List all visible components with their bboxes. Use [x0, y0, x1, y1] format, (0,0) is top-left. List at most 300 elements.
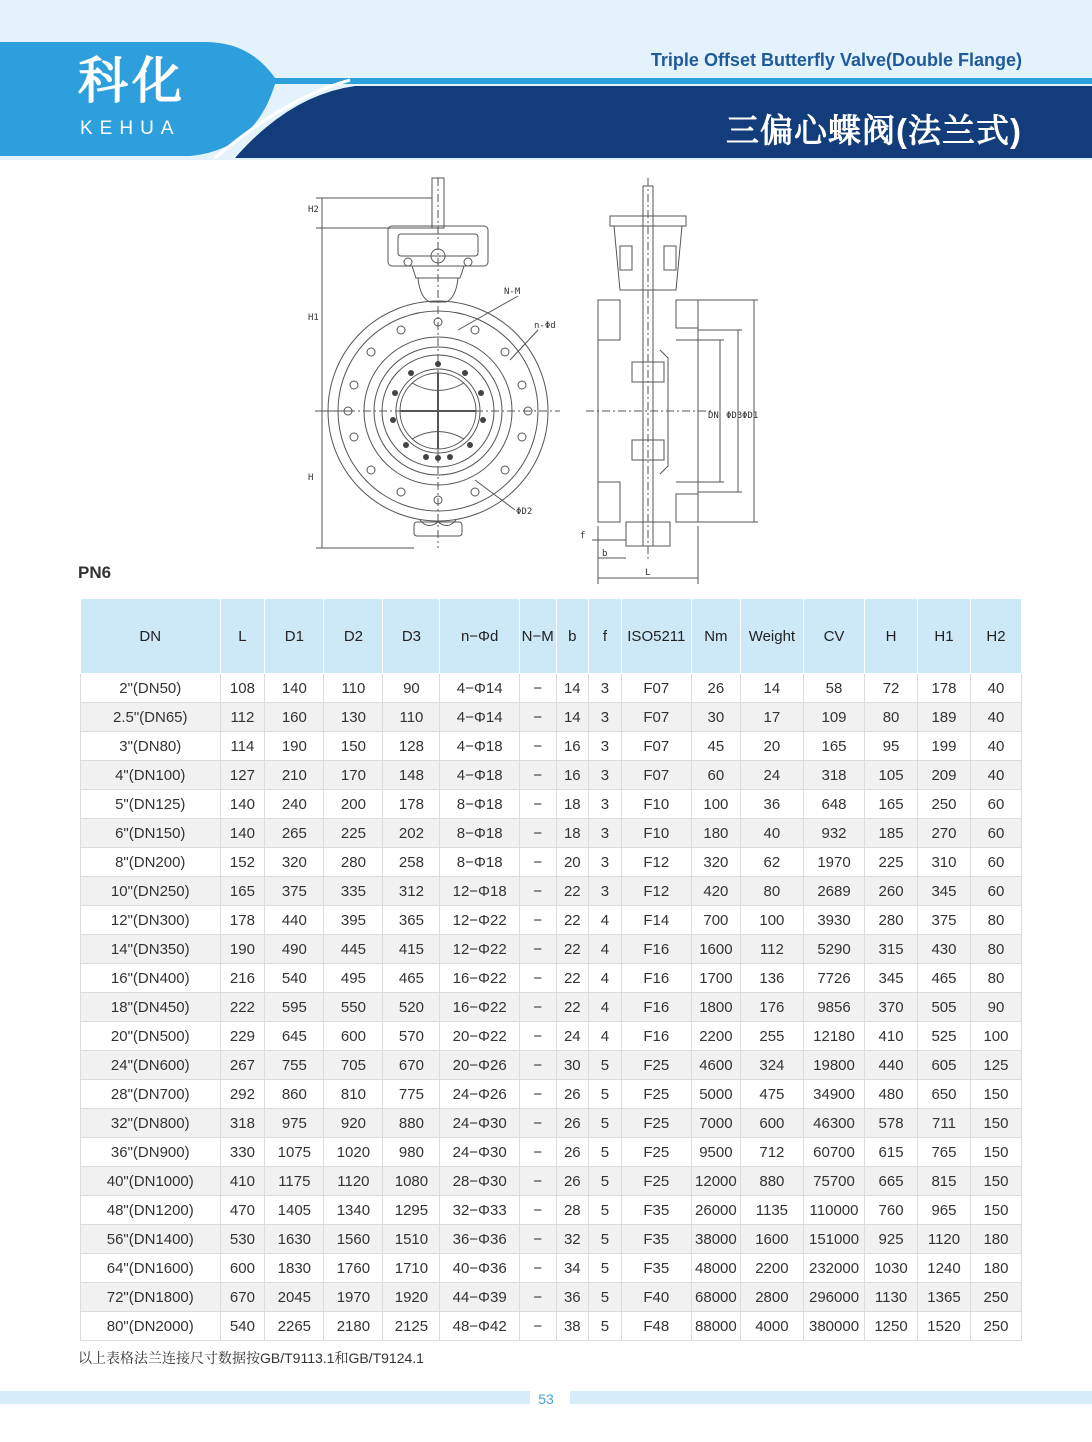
table-cell: 26	[691, 674, 740, 703]
table-cell: 136	[740, 964, 803, 993]
table-row	[81, 1138, 1022, 1167]
table-cell: 267	[220, 1051, 265, 1080]
table-cell: 530	[220, 1225, 265, 1254]
table-cell: 36"(DN900)	[81, 1138, 221, 1167]
table-cell: 75700	[803, 1167, 864, 1196]
table-cell: 280	[865, 906, 918, 935]
table-cell: 318	[803, 761, 864, 790]
table-cell: 178	[383, 790, 440, 819]
table-cell: 1560	[324, 1225, 383, 1254]
section-label-pn6: PN6	[78, 563, 112, 582]
table-cell: 755	[265, 1051, 324, 1080]
table-cell: 250	[970, 1312, 1021, 1341]
table-cell: 370	[865, 993, 918, 1022]
table-cell: 5	[589, 1080, 622, 1109]
table-cell: F10	[621, 819, 691, 848]
table-row	[81, 674, 1022, 703]
table-row	[81, 1051, 1022, 1080]
table-cell: 280	[324, 848, 383, 877]
table-cell: 46300	[803, 1109, 864, 1138]
table-cell: 68000	[691, 1283, 740, 1312]
table-cell: −	[519, 964, 556, 993]
table-cell: 615	[865, 1138, 918, 1167]
table-cell: 1600	[691, 935, 740, 964]
table-cell: 5	[589, 1312, 622, 1341]
table-cell: 140	[220, 819, 265, 848]
table-cell: 80	[865, 703, 918, 732]
table-cell: 9500	[691, 1138, 740, 1167]
table-cell: 490	[265, 935, 324, 964]
table-cell: 925	[865, 1225, 918, 1254]
table-cell: 5	[589, 1167, 622, 1196]
table-cell: 270	[918, 819, 971, 848]
table-cell: 430	[918, 935, 971, 964]
table-cell: 520	[383, 993, 440, 1022]
table-cell: 222	[220, 993, 265, 1022]
table-cell: 140	[265, 674, 324, 703]
table-cell: 645	[265, 1022, 324, 1051]
table-cell: 4600	[691, 1051, 740, 1080]
table-cell: 1030	[865, 1254, 918, 1283]
table-cell: 20−Φ22	[440, 1022, 519, 1051]
table-cell: 475	[740, 1080, 803, 1109]
table-cell: 60	[970, 790, 1021, 819]
table-cell: 578	[865, 1109, 918, 1138]
table-cell: F10	[621, 790, 691, 819]
table-cell: F35	[621, 1196, 691, 1225]
table-cell: 5000	[691, 1080, 740, 1109]
table-cell: 148	[383, 761, 440, 790]
table-cell: 315	[865, 935, 918, 964]
table-cell: 90	[383, 674, 440, 703]
table-cell: 1600	[740, 1225, 803, 1254]
table-cell: 775	[383, 1080, 440, 1109]
table-cell: 4−Φ14	[440, 674, 519, 703]
table-cell: 88000	[691, 1312, 740, 1341]
table-cell: 14	[556, 703, 589, 732]
table-cell: 22	[556, 906, 589, 935]
table-cell: 150	[970, 1196, 1021, 1225]
table-cell: 480	[865, 1080, 918, 1109]
table-cell: 100	[970, 1022, 1021, 1051]
table-cell: 470	[220, 1196, 265, 1225]
table-cell: 17	[740, 703, 803, 732]
table-cell: 4"(DN100)	[81, 761, 221, 790]
table-cell: 5290	[803, 935, 864, 964]
table-cell: 595	[265, 993, 324, 1022]
table-cell: 540	[265, 964, 324, 993]
table-cell: 18	[556, 819, 589, 848]
table-cell: 80	[740, 877, 803, 906]
table-cell: 4−Φ18	[440, 732, 519, 761]
dim-label-d3: ΦD3	[726, 411, 743, 421]
table-cell: 60700	[803, 1138, 864, 1167]
table-row	[81, 1109, 1022, 1138]
table-cell: 980	[383, 1138, 440, 1167]
table-cell: 8"(DN200)	[81, 848, 221, 877]
table-cell: F25	[621, 1051, 691, 1080]
table-row	[81, 935, 1022, 964]
table-cell: 495	[324, 964, 383, 993]
table-cell: 38	[556, 1312, 589, 1341]
table-cell: 4	[589, 906, 622, 935]
column-header: DN	[81, 599, 221, 674]
table-cell: 380000	[803, 1312, 864, 1341]
table-cell: 345	[918, 877, 971, 906]
table-cell: 80	[970, 964, 1021, 993]
table-cell: 24−Φ26	[440, 1080, 519, 1109]
table-cell: 189	[918, 703, 971, 732]
table-cell: 4	[589, 964, 622, 993]
table-row	[81, 1312, 1022, 1341]
table-cell: 1120	[324, 1167, 383, 1196]
table-cell: 16"(DN400)	[81, 964, 221, 993]
table-cell: 3	[589, 703, 622, 732]
table-cell: 365	[383, 906, 440, 935]
table-cell: 2200	[740, 1254, 803, 1283]
table-cell: 14"(DN350)	[81, 935, 221, 964]
table-cell: 1700	[691, 964, 740, 993]
column-header: ISO5211	[621, 599, 691, 674]
table-cell: 525	[918, 1022, 971, 1051]
table-cell: 8−Φ18	[440, 790, 519, 819]
table-cell: 34	[556, 1254, 589, 1283]
table-cell: 1340	[324, 1196, 383, 1225]
table-cell: 250	[970, 1283, 1021, 1312]
table-cell: 250	[918, 790, 971, 819]
table-cell: 7726	[803, 964, 864, 993]
table-cell: 312	[383, 877, 440, 906]
table-cell: 48−Φ42	[440, 1312, 519, 1341]
table-cell: 345	[865, 964, 918, 993]
table-cell: 711	[918, 1109, 971, 1138]
table-cell: 216	[220, 964, 265, 993]
dim-label-d2: ΦD2	[516, 507, 533, 517]
standards-note: 以上表格法兰连接尺寸数据按GB/T9113.1和GB/T9124.1	[78, 1350, 424, 1366]
table-cell: 2265	[265, 1312, 324, 1341]
table-header-row	[81, 599, 1022, 674]
table-cell: 880	[740, 1167, 803, 1196]
table-cell: 22	[556, 964, 589, 993]
table-cell: 225	[324, 819, 383, 848]
dim-label-nm: N-M	[504, 287, 521, 297]
dim-label-h: H	[308, 473, 314, 483]
table-cell: 10"(DN250)	[81, 877, 221, 906]
table-cell: 20"(DN500)	[81, 1022, 221, 1051]
table-cell: 2"(DN50)	[81, 674, 221, 703]
table-cell: 335	[324, 877, 383, 906]
table-cell: 324	[740, 1051, 803, 1080]
table-cell: F40	[621, 1283, 691, 1312]
table-cell: F16	[621, 935, 691, 964]
table-cell: 110000	[803, 1196, 864, 1225]
table-cell: 292	[220, 1080, 265, 1109]
table-cell: 4−Φ18	[440, 761, 519, 790]
table-cell: 16	[556, 761, 589, 790]
dim-label-d1: ΦD1	[742, 411, 759, 421]
table-cell: 1920	[383, 1283, 440, 1312]
table-cell: 80"(DN2000)	[81, 1312, 221, 1341]
table-cell: 24	[556, 1022, 589, 1051]
table-cell: 8−Φ18	[440, 848, 519, 877]
table-cell: 5	[589, 1051, 622, 1080]
table-cell: 22	[556, 935, 589, 964]
table-cell: 265	[265, 819, 324, 848]
table-cell: 150	[970, 1109, 1021, 1138]
table-cell: 3	[589, 848, 622, 877]
table-cell: F16	[621, 964, 691, 993]
column-header: H2	[970, 599, 1021, 674]
table-cell: 40	[970, 703, 1021, 732]
table-cell: 670	[383, 1051, 440, 1080]
table-cell: 12−Φ18	[440, 877, 519, 906]
table-cell: 225	[865, 848, 918, 877]
table-cell: 24−Φ30	[440, 1109, 519, 1138]
table-cell: 60	[970, 877, 1021, 906]
table-cell: −	[519, 1283, 556, 1312]
table-cell: 320	[691, 848, 740, 877]
table-cell: 1365	[918, 1283, 971, 1312]
table-cell: 9856	[803, 993, 864, 1022]
table-cell: 26	[556, 1080, 589, 1109]
table-cell: 178	[918, 674, 971, 703]
table-cell: F25	[621, 1109, 691, 1138]
table-cell: −	[519, 819, 556, 848]
product-title-cn: 三偏心蝶阀(法兰式)	[726, 112, 1022, 149]
table-cell: 32−Φ33	[440, 1196, 519, 1225]
table-cell: 20	[556, 848, 589, 877]
table-cell: 24	[740, 761, 803, 790]
table-cell: 3	[589, 674, 622, 703]
table-cell: 318	[220, 1109, 265, 1138]
table-cell: 1240	[918, 1254, 971, 1283]
table-row	[81, 1080, 1022, 1109]
table-cell: 48"(DN1200)	[81, 1196, 221, 1225]
table-cell: 260	[865, 877, 918, 906]
side-view	[580, 178, 758, 584]
table-cell: −	[519, 1167, 556, 1196]
table-cell: 605	[918, 1051, 971, 1080]
table-cell: 310	[918, 848, 971, 877]
table-cell: 4	[589, 1022, 622, 1051]
table-cell: 125	[970, 1051, 1021, 1080]
table-cell: 20	[740, 732, 803, 761]
table-cell: 26	[556, 1138, 589, 1167]
table-cell: 440	[265, 906, 324, 935]
table-cell: 16−Φ22	[440, 964, 519, 993]
table-cell: 670	[220, 1283, 265, 1312]
table-cell: 20−Φ26	[440, 1051, 519, 1080]
table-row	[81, 848, 1022, 877]
table-cell: 3	[589, 732, 622, 761]
table-cell: 1710	[383, 1254, 440, 1283]
table-cell: 62	[740, 848, 803, 877]
table-cell: −	[519, 848, 556, 877]
table-cell: 665	[865, 1167, 918, 1196]
table-cell: −	[519, 1051, 556, 1080]
table-cell: 540	[220, 1312, 265, 1341]
table-cell: 880	[383, 1109, 440, 1138]
table-cell: 176	[740, 993, 803, 1022]
table-cell: 1130	[865, 1283, 918, 1312]
table-cell: F25	[621, 1080, 691, 1109]
column-header: Nm	[691, 599, 740, 674]
column-header: b	[556, 599, 589, 674]
table-cell: F07	[621, 674, 691, 703]
table-cell: −	[519, 1196, 556, 1225]
column-header: N−M	[519, 599, 556, 674]
column-header: Weight	[740, 599, 803, 674]
table-row	[81, 964, 1022, 993]
table-cell: −	[519, 1254, 556, 1283]
table-cell: 12−Φ22	[440, 935, 519, 964]
table-cell: 4000	[740, 1312, 803, 1341]
table-cell: 56"(DN1400)	[81, 1225, 221, 1254]
table-cell: 190	[220, 935, 265, 964]
table-cell: 255	[740, 1022, 803, 1051]
table-cell: 965	[918, 1196, 971, 1225]
table-cell: 209	[918, 761, 971, 790]
table-row	[81, 877, 1022, 906]
table-row	[81, 906, 1022, 935]
table-cell: 4	[589, 993, 622, 1022]
table-cell: 60	[691, 761, 740, 790]
table-cell: 150	[970, 1167, 1021, 1196]
table-cell: 975	[265, 1109, 324, 1138]
table-cell: 232000	[803, 1254, 864, 1283]
table-cell: 14	[740, 674, 803, 703]
table-cell: 200	[324, 790, 383, 819]
dim-label-l: L	[645, 568, 651, 578]
table-cell: 395	[324, 906, 383, 935]
table-cell: −	[519, 935, 556, 964]
table-cell: 3"(DN80)	[81, 732, 221, 761]
table-cell: 44−Φ39	[440, 1283, 519, 1312]
table-cell: 72	[865, 674, 918, 703]
table-cell: 34900	[803, 1080, 864, 1109]
table-cell: F48	[621, 1312, 691, 1341]
table-cell: 4−Φ14	[440, 703, 519, 732]
table-cell: 127	[220, 761, 265, 790]
table-cell: 150	[970, 1138, 1021, 1167]
table-cell: 1020	[324, 1138, 383, 1167]
table-cell: −	[519, 906, 556, 935]
table-cell: 180	[970, 1254, 1021, 1283]
table-cell: 3	[589, 790, 622, 819]
brand-logo-en: KEHUA	[80, 118, 181, 139]
column-header: CV	[803, 599, 864, 674]
table-cell: 5	[589, 1254, 622, 1283]
table-cell: 30	[556, 1051, 589, 1080]
table-cell: 14	[556, 674, 589, 703]
column-header: D3	[383, 599, 440, 674]
table-cell: 48000	[691, 1254, 740, 1283]
table-cell: 570	[383, 1022, 440, 1051]
table-cell: 112	[740, 935, 803, 964]
table-cell: −	[519, 993, 556, 1022]
table-cell: 26000	[691, 1196, 740, 1225]
valve-technical-drawing	[300, 176, 759, 586]
column-header: D1	[265, 599, 324, 674]
table-cell: 109	[803, 703, 864, 732]
table-row	[81, 1196, 1022, 1225]
table-cell: 16	[556, 732, 589, 761]
table-cell: 45	[691, 732, 740, 761]
table-cell: 108	[220, 674, 265, 703]
column-header: n−Φd	[440, 599, 519, 674]
table-cell: −	[519, 674, 556, 703]
table-cell: 375	[265, 877, 324, 906]
table-cell: 1405	[265, 1196, 324, 1225]
table-cell: 410	[220, 1167, 265, 1196]
column-header: H1	[918, 599, 971, 674]
table-row	[81, 993, 1022, 1022]
column-header: f	[589, 599, 622, 674]
table-cell: 150	[970, 1080, 1021, 1109]
table-cell: 3930	[803, 906, 864, 935]
table-cell: F35	[621, 1225, 691, 1254]
table-cell: 26	[556, 1109, 589, 1138]
table-cell: −	[519, 732, 556, 761]
table-cell: 110	[324, 674, 383, 703]
column-header: L	[220, 599, 265, 674]
table-cell: 58	[803, 674, 864, 703]
table-cell: 28"(DN700)	[81, 1080, 221, 1109]
table-cell: 18	[556, 790, 589, 819]
table-cell: 1970	[803, 848, 864, 877]
table-cell: 1830	[265, 1254, 324, 1283]
table-cell: F25	[621, 1167, 691, 1196]
table-cell: −	[519, 1080, 556, 1109]
table-row	[81, 790, 1022, 819]
table-cell: 765	[918, 1138, 971, 1167]
table-cell: 32"(DN800)	[81, 1109, 221, 1138]
table-cell: 505	[918, 993, 971, 1022]
table-cell: 815	[918, 1167, 971, 1196]
table-cell: 72"(DN1800)	[81, 1283, 221, 1312]
table-cell: 1135	[740, 1196, 803, 1225]
table-cell: 178	[220, 906, 265, 935]
table-cell: 165	[865, 790, 918, 819]
table-cell: F35	[621, 1254, 691, 1283]
table-cell: −	[519, 703, 556, 732]
table-cell: 26	[556, 1167, 589, 1196]
table-cell: 170	[324, 761, 383, 790]
table-cell: 12−Φ22	[440, 906, 519, 935]
table-cell: 30	[691, 703, 740, 732]
table-cell: −	[519, 1312, 556, 1341]
table-cell: 600	[220, 1254, 265, 1283]
table-row	[81, 1167, 1022, 1196]
table-cell: 2045	[265, 1283, 324, 1312]
table-cell: 202	[383, 819, 440, 848]
table-cell: −	[519, 1022, 556, 1051]
table-cell: 12000	[691, 1167, 740, 1196]
table-cell: 36	[556, 1283, 589, 1312]
table-cell: 4	[589, 935, 622, 964]
table-cell: 550	[324, 993, 383, 1022]
table-cell: 19800	[803, 1051, 864, 1080]
table-cell: 60	[970, 848, 1021, 877]
table-cell: 28−Φ30	[440, 1167, 519, 1196]
dim-label-nd: n-Φd	[534, 321, 556, 331]
table-cell: 5	[589, 1283, 622, 1312]
table-cell: 860	[265, 1080, 324, 1109]
table-cell: 810	[324, 1080, 383, 1109]
table-cell: F07	[621, 703, 691, 732]
table-cell: 1295	[383, 1196, 440, 1225]
table-cell: 100	[691, 790, 740, 819]
